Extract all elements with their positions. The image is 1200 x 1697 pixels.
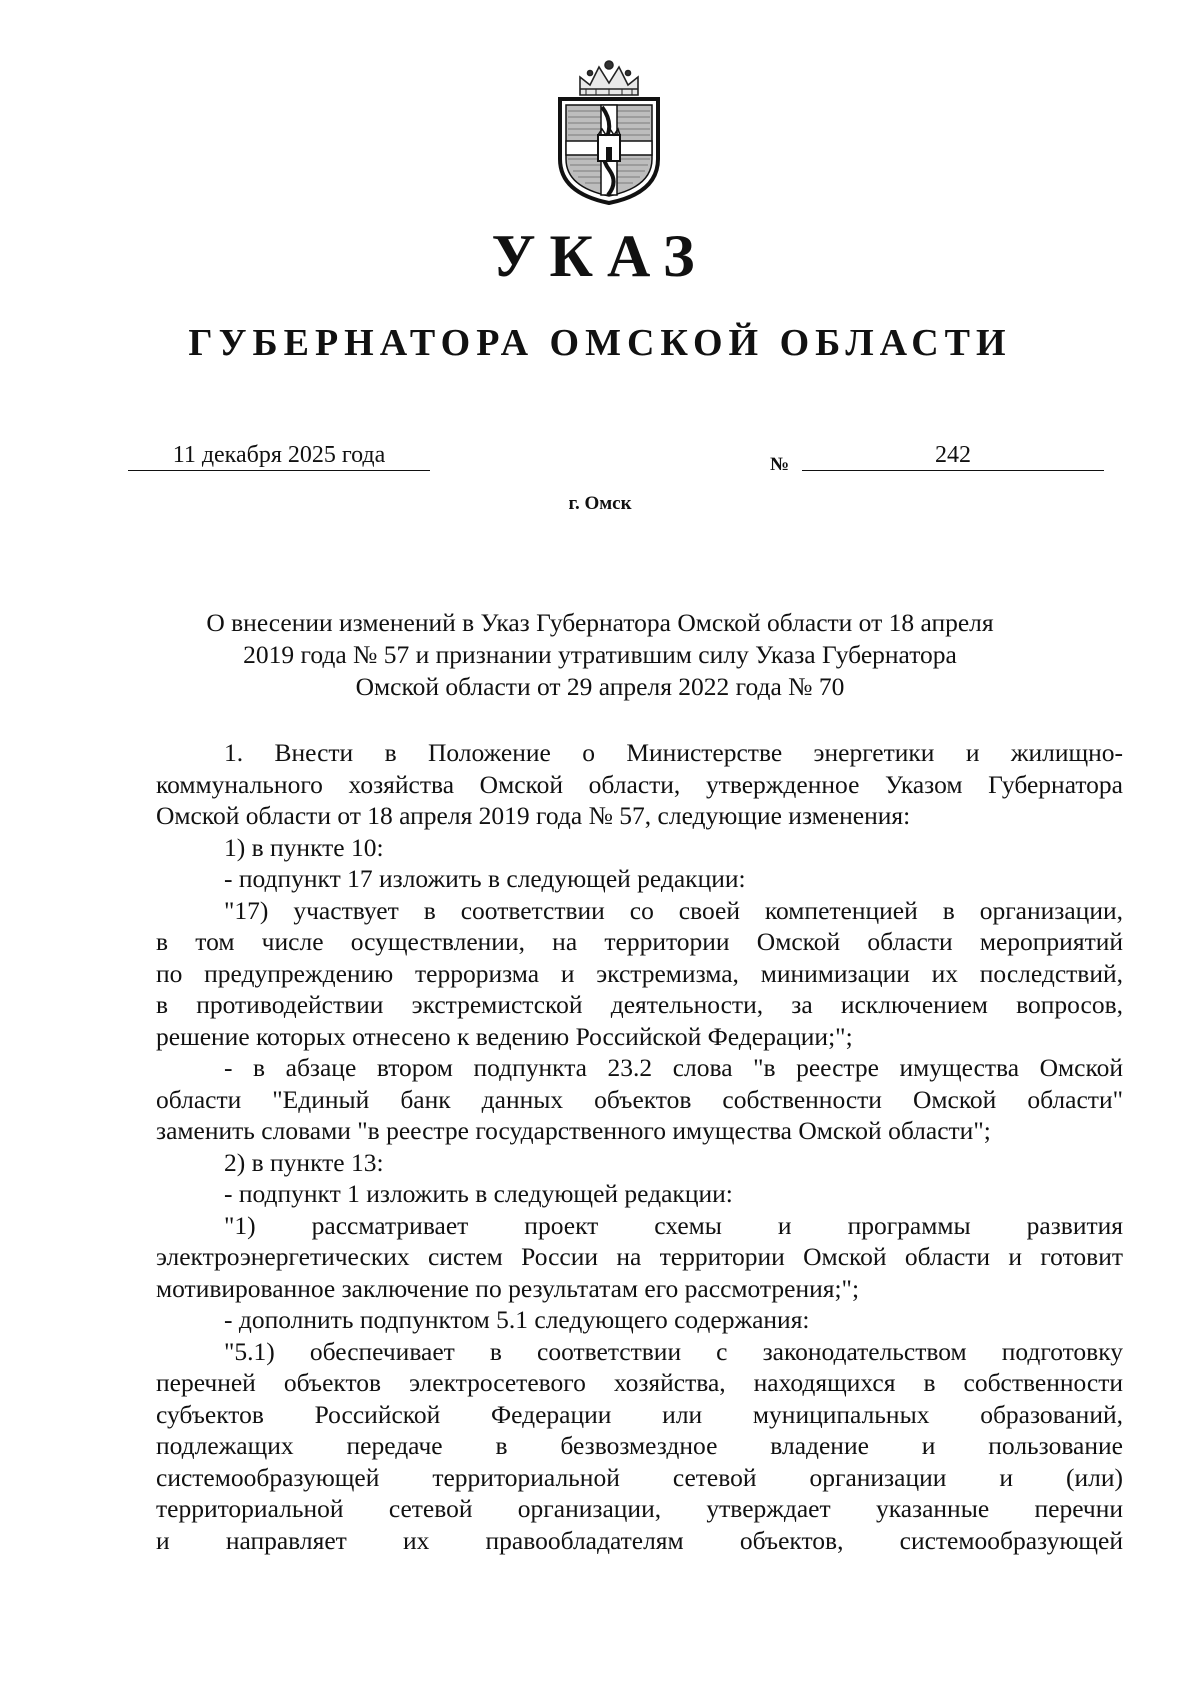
heading-line: Омской области от 29 апреля 2022 года № 70 [355, 672, 845, 701]
body-line: подлежащих передаче в безвозмездное владение и пользование [156, 1431, 1123, 1460]
number-label: № [770, 454, 790, 475]
body-line: - подпункт 17 изложить в следующей редакции: [224, 864, 746, 893]
body-line: субъектов Российской Федерации или муниципальных образований, [156, 1399, 1123, 1429]
city-label: г. Омск [568, 493, 632, 514]
document-title: УКАЗ [491, 223, 709, 289]
body-line: 1. Внести в Положение о Министерстве энергетики и жилищно- [224, 738, 1123, 767]
shield-icon [560, 99, 658, 203]
body-line: электроэнергетических систем России на территории Омской области и готовит [156, 1242, 1123, 1271]
body-line: "5.1) обеспечивает в соответствии с законодательством подготовку [224, 1336, 1123, 1366]
decree-number: 242 [802, 440, 1104, 471]
body-line: решение которых отнесено к ведению Российской Федерации;"; [156, 1021, 853, 1051]
body-line: - дополнить подпунктом 5.1 следующего содержания: [224, 1305, 810, 1334]
body-line: "1) рассматривает проект схемы и программы развития [224, 1210, 1123, 1240]
body-line: системообразующей территориальной сетевой организации и (или) [156, 1462, 1123, 1492]
body-line: - в абзаце втором подпункта 23.2 слова "в реестре имущества Омской [224, 1053, 1123, 1082]
body-line: по предупреждению терроризма и экстремизма, минимизации их последствий, [156, 958, 1123, 988]
decree-heading [150, 607, 1050, 703]
body-line: в том числе осуществлении, на территории Омской области мероприятий [156, 927, 1123, 956]
body-line: заменить словами "в реестре государственного имущества Омской области"; [156, 1116, 991, 1145]
heading-line: О внесении изменений в Указ Губернатора Омской области от 18 апреля [206, 608, 994, 637]
decree-body [156, 737, 1123, 1556]
body-line: Омской области от 18 апреля 2019 года № 57, следующие изменения: [156, 801, 911, 830]
document-subtitle: ГУБЕРНАТОРА ОМСКОЙ ОБЛАСТИ [188, 322, 1012, 364]
heading-line: 2019 года № 57 и признании утратившим силу Указа Губернатора [243, 640, 957, 669]
body-line: 1) в пункте 10: [224, 832, 384, 862]
body-line: - подпункт 1 изложить в следующей редакции: [224, 1179, 733, 1208]
body-line: в противодействии экстремистской деятельности, за исключением вопросов, [156, 990, 1123, 1019]
decree-date: 11 декабря 2025 года [128, 440, 430, 471]
coat-of-arms-emblem [550, 55, 668, 205]
body-line: перечней объектов электросетевого хозяйства, находящихся в собственности [156, 1368, 1123, 1397]
body-line: мотивированное заключение по результатам его рассмотрения;"; [156, 1273, 860, 1303]
body-line: 2) в пункте 13: [224, 1147, 384, 1177]
body-line: территориальной сетевой организации, утверждает указанные перечни [156, 1494, 1123, 1523]
body-line: области "Единый банк данных объектов собственности Омской области" [156, 1084, 1123, 1114]
body-line: и направляет их правообладателям объектов, системообразующей [156, 1525, 1123, 1555]
body-line: коммунального хозяйства Омской области, утвержденное Указом Губернатора [156, 769, 1123, 799]
body-line: "17) участвует в соответствии со своей компетенцией в организации, [224, 895, 1123, 925]
crown-icon [580, 61, 638, 95]
